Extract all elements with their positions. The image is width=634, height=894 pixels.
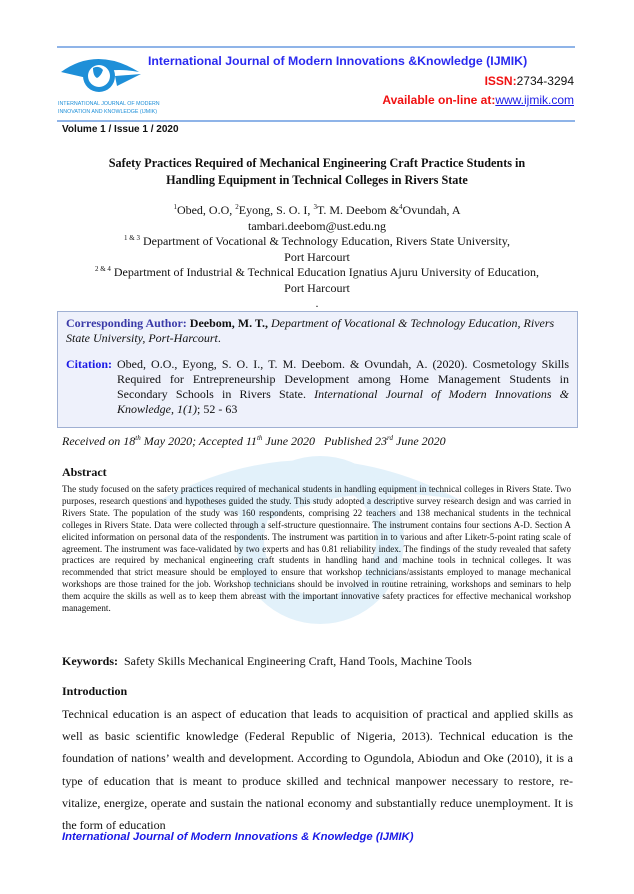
corr-affiliation: Department of Vocational & Technology Education, Rivers State University, Port-Harcourt — [66, 316, 555, 346]
corresponding-author: Corresponding Author: Deebom, M. T., Department of Vocational & Technology Education, Rivers State University, Port-Harcourt. — [66, 316, 555, 346]
footer-journal: International Journal of Modern Innovations & Knowledge (IJMIK) — [62, 831, 414, 843]
journal-title: International Journal of Modern Innovations &Knowledge (IJMIK) — [148, 54, 528, 68]
introduction-heading: Introduction — [62, 684, 128, 698]
website-link[interactable]: www.ijmik.com — [495, 93, 574, 107]
header-top-rule — [57, 46, 575, 48]
author-list — [60, 203, 574, 219]
sup: 1 & 3 — [124, 234, 140, 242]
affiliation-city: Port Harcourt — [284, 249, 350, 264]
affiliation-text: Department of Industrial & Technical Education Ignatius Ajuru University of Education, — [110, 265, 540, 279]
affiliation-1 — [60, 234, 574, 250]
author: Ovundah, A — [402, 203, 461, 217]
affiliation-city: Port Harcourt — [284, 280, 350, 295]
availability — [382, 93, 574, 107]
sup: th — [135, 434, 141, 442]
citation-pages: ; 52 - 63 — [197, 402, 238, 417]
authors-block — [60, 203, 574, 312]
citation-journal: International Journal of Modern Innovations & Knowledge, 1(1) — [117, 387, 570, 417]
date-text: Received on 18 — [62, 434, 136, 448]
affiliation-text: Department of Vocational & Technology Education, Rivers State University, — [139, 234, 510, 248]
author: T. M. Deebom & — [316, 203, 400, 217]
corr-name: Deebom, M. T., — [189, 316, 269, 330]
corr-label: Corresponding Author: — [66, 316, 187, 330]
author: Eyong, S. O. I, — [238, 203, 314, 217]
journal-logo — [57, 50, 160, 120]
issn-value: 2734-3294 — [516, 74, 574, 88]
citation-body: Obed, O.O., Eyong, S. O. I., T. M. Deebom. & Ovundah, A. (2020). Cosmetology Skills Required for Entrepreneurship Development among Home Management Students in Secondary Schools in Rivers State. — [117, 356, 569, 402]
keywords-label: Keywords: — [62, 654, 118, 668]
date-text: June 2020 — [393, 434, 446, 448]
abstract-heading: Abstract — [62, 465, 107, 479]
sup: rd — [387, 434, 394, 442]
keywords-text: Safety Skills Mechanical Engineering Craft, Hand Tools, Machine Tools — [118, 654, 472, 668]
volume-issue: Volume 1 / Issue 1 / 2020 — [62, 124, 179, 135]
issn — [485, 74, 574, 88]
title-line: Handling Equipment in Technical Colleges in Rivers State — [166, 173, 468, 187]
svg-text:INTERNATIONAL JOURNAL OF MODER: INTERNATIONAL JOURNAL OF MODERN — [58, 101, 160, 107]
separator-dot: . — [315, 296, 319, 310]
dates-line — [62, 434, 446, 449]
title-line: Safety Practices Required of Mechanical Engineering Craft Practice Students in — [108, 156, 526, 170]
citation-text — [117, 357, 569, 418]
introduction-text: Technical education is an aspect of education that leads to acquisition of practical and applied skills as well as basic scientific knowledge (Federal Republic of Nigeria, 2013). Technical education is the foundation of nations’ wealth and development. According to Ogundola, Abiodun and Oke (2010), it is a type of education that is meant to produce skilled and technical manpower necessary to restore, re-vitalize, energize, operate and sustain the national economy and substantially reduce unemployment. It is the form of education — [62, 707, 573, 833]
sup: 3 — [313, 203, 317, 211]
citation-label: Citation: — [66, 356, 112, 371]
date-text: May 2020; Accepted 11 — [140, 434, 257, 448]
keywords — [62, 654, 472, 669]
header-bottom-rule — [57, 120, 575, 122]
author-email: tambari.deebom@ust.edu.ng — [247, 218, 387, 233]
sup: th — [256, 434, 263, 442]
affiliation-2 — [60, 265, 574, 281]
citation — [66, 357, 569, 418]
citation-box — [57, 311, 578, 428]
sup: 4 — [399, 203, 403, 211]
author: Obed, O.O, — [176, 203, 236, 217]
issn-label: ISSN: — [484, 74, 517, 88]
sup: 2 — [235, 203, 239, 211]
svg-text:INNOVATION AND KNOWLEDGE (IJMI: INNOVATION AND KNOWLEDGE (IJMIK) — [58, 109, 157, 115]
date-text: June 2020 Published 23 — [262, 434, 388, 448]
paper-title — [60, 155, 574, 189]
sup: 2 & 4 — [94, 265, 111, 273]
sup: 1 — [173, 203, 177, 211]
abstract-text: The study focused on the safety practices required of mechanical students in handling equipment in technical colleges in Rivers State. Two purposes, research questions and hypotheses guided the study. This study adopted a descriptive survey research design and was carried in Rivers State. The population of the study was 160 respondents, comprising 22 teachers and 138 mechanical students in the technical colleges in Rivers State. Data were collected through a self-structure questionnaire. The instrument contains four sections A-D. Section A elicited information on personal data of the respondents. The instrument was partition in to various and after Liketr-5-point rating scale of agreement. The instrument was face-validated by two experts and has 0.81 reliability index. The findings of the study revealed that safety practices are required by mechanical engineering craft students in handling hand and machine tools in technical colleges. It was recommended that strict measure should be employed to ensure that workshop technicians/assistants employed to manage mechanical workshops are those trained for the job. Workshop technicians should be involved in routine retraining, workshops and seminars to help them acquire the skills as well as to keep them abreast with the important innovative safety practices for effective mechanical workshop management. — [62, 484, 571, 614]
available-label: Available on-line at: — [382, 93, 496, 107]
